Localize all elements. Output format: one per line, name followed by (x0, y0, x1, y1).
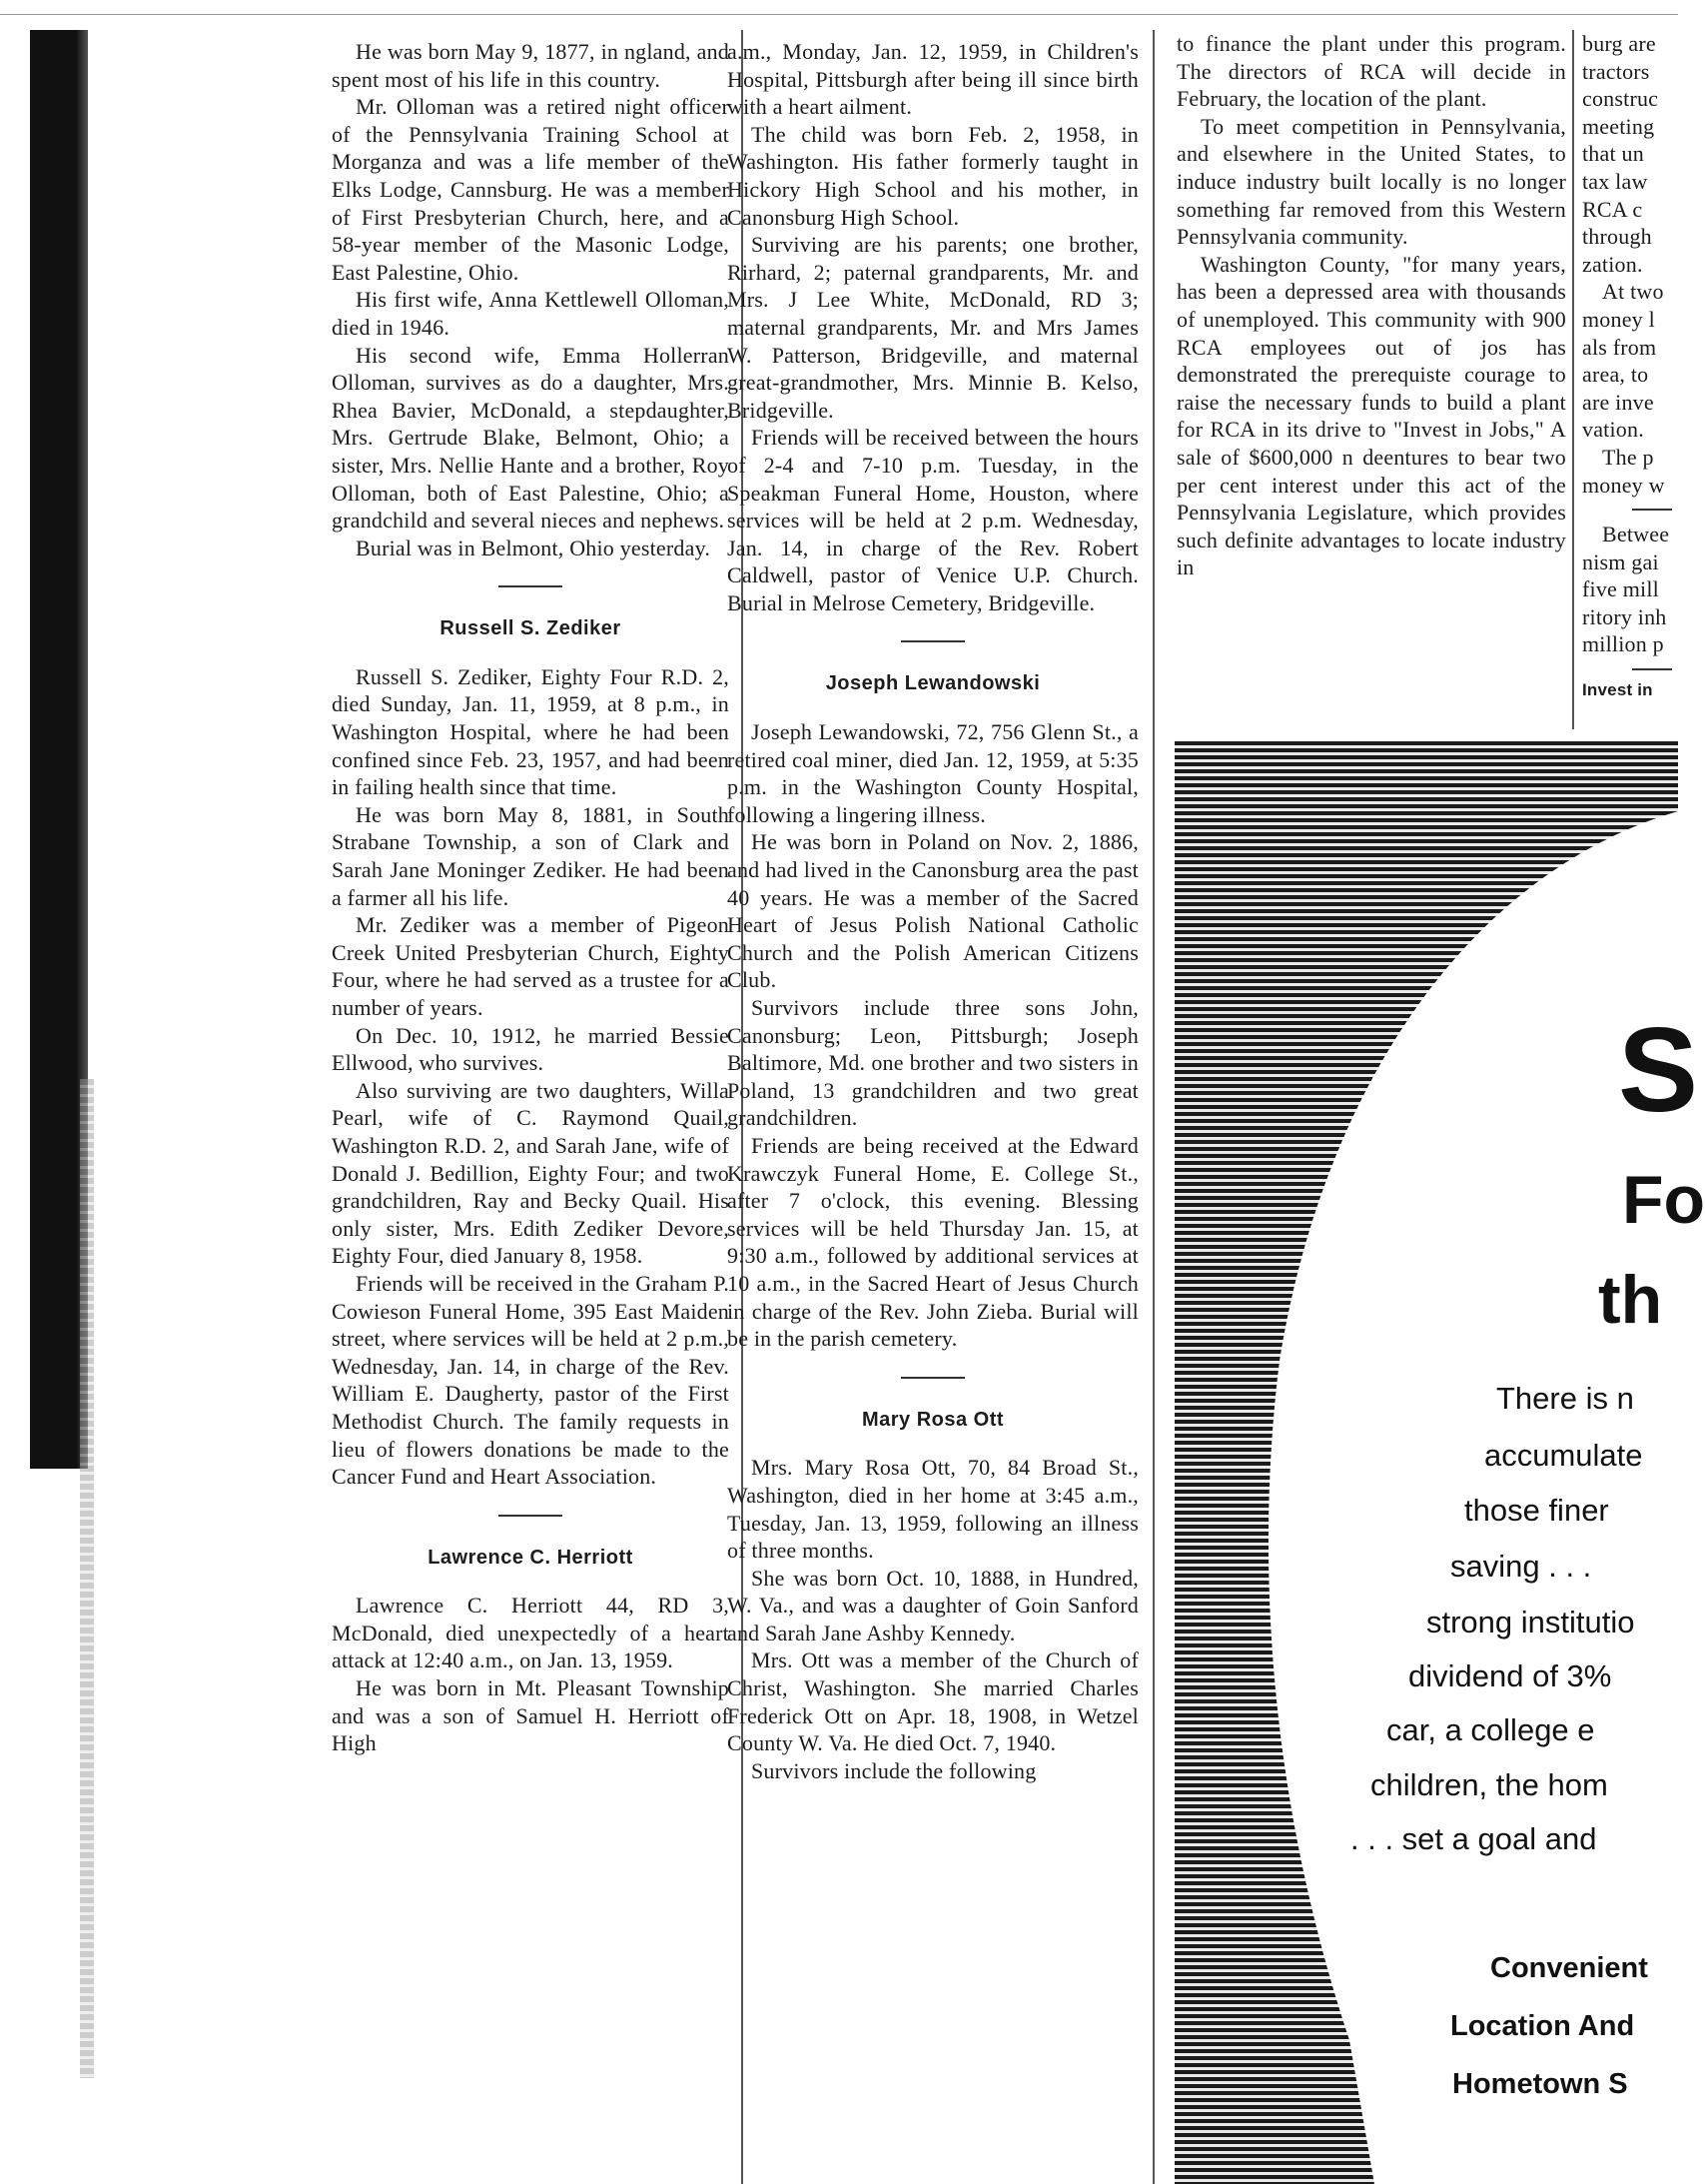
paragraph: Friends are being received at the Edward Krawczyk Funeral Home, E. College St., after 7 o'clock, this evening. Blessing services will be held Thursday Jan. 15, at 9:30 a.m., followed by additional services at 10 a.m., in the Sacred Heart of Jesus Church in charge of the Rev. John Zieba. Burial will be in the parish cemetery. (727, 1132, 1139, 1352)
text-line: tax law (1582, 168, 1648, 194)
ad-body-line: car, a college e (1386, 1712, 1595, 1747)
section-divider (901, 640, 965, 642)
paragraph: Mrs. Mary Rosa Ott, 70, 84 Broad St., Washington, died in her home at 3:45 a.m., Tuesday, Jan. 13, 1959, following an illness of three months. (727, 1455, 1139, 1564)
ad-body-line: There is n (1496, 1381, 1634, 1416)
section-divider (498, 585, 562, 587)
ad-body-line: accumulate (1484, 1438, 1643, 1473)
paragraph: Mr. Olloman was a retired night officer of the Pennsylvania Training School at Morganza and was a life member of the Elks Lodge, Cannsburg. He was a member of First Presbyterian Church, here, and a 58-year member of the Masonic Lodge, East Palestine, Ohio. (332, 94, 729, 285)
obituary-heading: Lawrence C. Herriott (427, 1546, 633, 1569)
column-divider (1572, 30, 1574, 729)
text-line: tractors (1582, 58, 1650, 84)
text-line: vation. (1582, 417, 1644, 443)
text-line: nism gai (1582, 548, 1659, 574)
ad-footer-line: Location And (1450, 2010, 1635, 2042)
text-line: area, to (1582, 362, 1649, 388)
section-divider (498, 1515, 562, 1517)
paragraph: a.m., Monday, Jan. 12, 1959, in Children's Hospital, Pittsburgh after being ill since birth with a heart ailment. (727, 39, 1139, 120)
ad-body-line: dividend of 3% (1408, 1658, 1612, 1693)
text-line: money w (1582, 472, 1665, 498)
text-line: RCA c (1582, 196, 1643, 222)
text-line: Betwee (1602, 522, 1670, 547)
column-divider (1153, 30, 1155, 2184)
paragraph: He was born May 8, 1881, in South Strabane Township, a son of Clark and Sarah Jane Moninger Zediker. He had been a farmer all his life. (332, 801, 729, 910)
paragraph: Friends will be received in the Graham P. Cowieson Funeral Home, 395 East Maiden street, where services will be held at 2 p.m., Wednesday, Jan. 14, in charge of the Rev. William E. Daugherty, pastor of the First Methodist Church. The family requests in lieu of flowers donations be made to the Cancer Fund and Heart Association. (332, 1270, 729, 1490)
paragraph: His second wife, Emma Hollerran Olloman, survives as do a daughter, Mrs. Rhea Bavier, McDonald, a stepdaughter, Mrs. Gertrude Blake, Belmont, Ohio; a sister, Mrs. Nellie Hante and a brother, Roy Olloman, both of East Palestine, Ohio; a grandchild and several nieces and nephews. (332, 342, 729, 534)
text-line: als from (1582, 334, 1657, 360)
paragraph: Joseph Lewandowski, 72, 756 Glenn St., a retired coal miner, died Jan. 12, 1959, at 5:35 p.m. in the Washington County Hospital, following a lingering illness. (727, 719, 1139, 827)
paragraph: Mrs. Ott was a member of the Church of Christ, Washington. She married Charles Frederick Ott on Apr. 18, 1908, in Wetzel County W. Va. He died Oct. 7, 1940. (727, 1647, 1139, 1756)
top-rule (0, 14, 1678, 15)
text-line: through (1582, 224, 1652, 250)
text-line: million p (1582, 631, 1664, 657)
text-line: construc (1582, 86, 1659, 112)
column-2 (727, 38, 1139, 1784)
section-divider (1632, 509, 1672, 511)
text-line: Invest in (1582, 680, 1653, 700)
section-divider (1632, 668, 1672, 670)
column-3 (1177, 30, 1566, 581)
paragraph: Burial was in Belmont, Ohio yesterday. (356, 535, 711, 560)
obituary-heading: Russell S. Zediker (439, 617, 621, 640)
paragraph: To meet competition in Pennsylvania, and elsewhere in the United States, to induce industry built locally is no longer something far removed from this Western Pennsylvania community. (1177, 113, 1566, 250)
paragraph: On Dec. 10, 1912, he married Bessie Ellwood, who survives. (332, 1022, 729, 1076)
ad-headline: th (1598, 1262, 1663, 1338)
ad-footer-line: Convenient (1490, 1952, 1648, 1984)
scan-edge-noise (80, 1079, 94, 2078)
text-line: that un (1582, 141, 1644, 167)
ad-body-line: children, the hom (1370, 1767, 1608, 1802)
paragraph: Friends will be received between the hours of 2-4 and 7-10 p.m. Tuesday, in the Speakman Funeral Home, Houston, where services will be held at 2 p.m. Wednesday, Jan. 14, in charge of the Rev. Robert Caldwell, pastor of Venice U.P. Church. Burial in Melrose Cemetery, Bridgeville. (727, 425, 1139, 615)
ad-headline: S (1618, 1003, 1699, 1137)
savings-advertisement (1175, 741, 1705, 2184)
paragraph: Also surviving are two daughters, Willa Pearl, wife of C. Raymond Quail, Washington R.D. 2, and Sarah Jane, wife of Donald J. Bedillion, Eighty Four; and two grandchildren, Ray and Becky Quail. His only sister, Mrs. Edith Zediker Devore, Eighty Four, died January 8, 1958. (332, 1077, 729, 1269)
paragraph: Survivors include three sons John, Canonsburg; Leon, Pittsburgh; Joseph Baltimore, Md. one brother and two sisters in Poland, 13 grandchildren and two great grandchildren. (727, 995, 1139, 1131)
paragraph: He was born in Mt. Pleasant Township and was a son of Samuel H. Herriott of High (332, 1675, 729, 1756)
text-line: At two (1602, 279, 1664, 305)
column-4-cropped (1582, 30, 1678, 704)
text-line: meeting (1582, 113, 1655, 139)
text-line: five mill (1582, 576, 1659, 602)
paragraph: Washington County, "for many years, has been a depressed area with thousands of unemployed. This community with 900 RCA employees out of jos has demonstrated the prerequiste courage to raise the necessary funds to build a plant for RCA in its drive to "Invest in Jobs," A sale of $600,000 n deentures to bear two per cent interest under this act of the Pennsylvania Legislature, which provides such definite advantages to locate industry in (1177, 251, 1566, 580)
text-line: The p (1602, 444, 1654, 470)
paragraph: Russell S. Zediker, Eighty Four R.D. 2, died Sunday, Jan. 11, 1959, at 8 p.m., in Washington Hospital, where he had been confined since Feb. 23, 1957, and had been in failing health since that time. (332, 663, 729, 800)
paragraph: Mr. Zediker was a member of Pigeon Creek United Presbyterian Church, Eighty Four, where he had served as a trustee for a number of years. (332, 912, 729, 1020)
section-divider (901, 1377, 965, 1379)
paragraph: He was born in Poland on Nov. 2, 1886, and had lived in the Canonsburg area the past 40 years. He was a member of the Sacred Heart of Jesus Polish National Catholic Church and the Polish American Citizens Club. (727, 829, 1139, 993)
paragraph: His first wife, Anna Kettlewell Olloman, died in 1946. (332, 287, 729, 340)
obituary-heading: Joseph Lewandowski (825, 672, 1041, 695)
column-1 (332, 38, 729, 1757)
ad-body-line: strong institutio (1426, 1605, 1635, 1639)
ad-body-line: . . . set a goal and (1350, 1821, 1597, 1856)
ad-body-line: saving . . . (1450, 1549, 1592, 1584)
ad-footer-line: Hometown S (1452, 2068, 1628, 2100)
text-line: ritory inh (1582, 603, 1667, 629)
ad-headline: Fo (1622, 1162, 1705, 1238)
text-line: are inve (1582, 389, 1654, 415)
obituary-heading: Mary Rosa Ott (861, 1408, 1005, 1431)
text-line: money l (1582, 306, 1655, 332)
text-line: burg are (1582, 31, 1656, 56)
ad-body-line: those finer (1464, 1493, 1609, 1528)
text-line: zation. (1582, 251, 1643, 277)
paragraph: Surviving are his parents; one brother, Rirhard, 2; paternal grandparents, Mr. and Mrs. J Lee White, McDonald, RD 3; maternal grandparents, Mr. and Mrs James W. Patterson, Bridgeville, and maternal great-grandmother, Mrs. Minnie B. Kelso, Bridgeville. (727, 232, 1139, 423)
paragraph: Lawrence C. Herriott 44, RD 3, McDonald, died unexpectedly of a heart attack at 12:40 a.m., on Jan. 13, 1959. (332, 1593, 729, 1673)
paragraph: She was born Oct. 10, 1888, in Hundred, W. Va., and was a daughter of Goin Sanford and Sarah Jane Ashby Kennedy. (727, 1565, 1139, 1645)
paragraph: Survivors include the following (751, 1757, 1037, 1783)
paragraph: to finance the plant under this program. The directors of RCA will decide in February, the location of the plant. (1177, 31, 1566, 112)
paragraph: He was born May 9, 1877, in ngland, and spent most of his life in this country. (332, 39, 729, 92)
paragraph: The child was born Feb. 2, 1958, in Washington. His father formerly taught in Hickory High School and his mother, in Canonsburg High School. (727, 121, 1139, 230)
